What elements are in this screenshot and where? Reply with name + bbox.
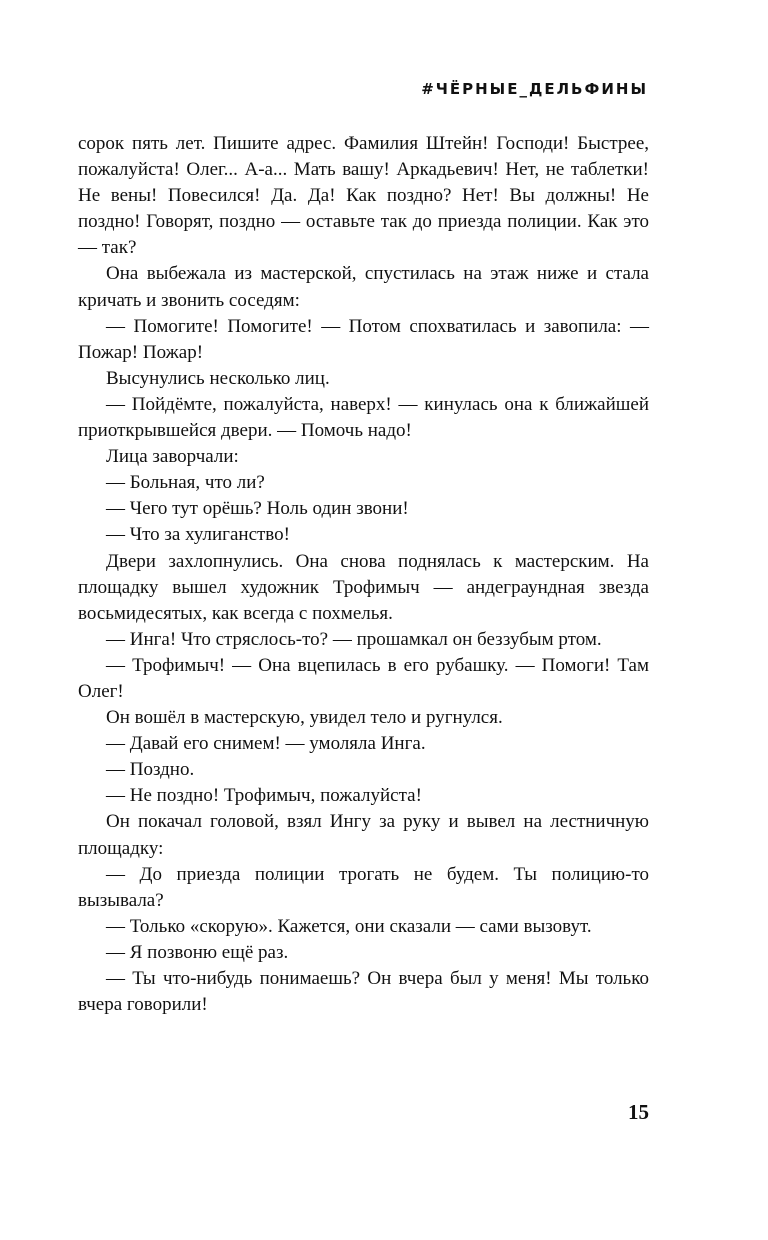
paragraph: — Не поздно! Трофимыч, пожалуйста!: [106, 785, 422, 807]
paragraph: — Помогите! Помогите! — Потом спохватилась и завопила: — Пожар! Пожар!: [78, 315, 649, 363]
paragraph: — Пойдёмте, пожалуйста, наверх! — кинулась она к ближайшей приоткрывшейся двери. — Помочь надо!: [78, 393, 649, 442]
paragraph: — Поздно.: [106, 759, 195, 781]
paragraph: Он вошёл в мастерскую, увидел тело и ругнулся.: [106, 707, 503, 729]
paragraph: Двери захлопнулись. Она снова поднялась к мастерским. На площадку вышел художник Трофимыч — андеграундная звезда восьмидесятых, как всегда с похмелья.: [78, 550, 649, 624]
running-header-title: #ЧЁРНЫЕ_ДЕЛЬФИНЫ: [421, 80, 648, 98]
paragraph: — Я позвоню ещё раз.: [106, 941, 289, 963]
paragraph: — До приезда полиции трогать не будем. Ты полицию-то вызывала?: [78, 863, 649, 911]
paragraph: — Только «скорую». Кажется, они сказали — сами вызовут.: [106, 915, 592, 937]
paragraph: сорок пять лет. Пишите адрес. Фамилия Штейн! Господи! Быстрее, пожалуйста! Олег... А-а... Мать вашу! Аркадьевич! Нет, не таблетки! Не вены! Повесился! Да. Да! Как поздно? Нет! Вы должны! Не поздно! Говорят, поздно — оставьте так до приезда полиции. Как это — так?: [78, 133, 649, 259]
paragraph: — Ты что-нибудь понимаешь? Он вчера был у меня! Мы только вчера говорили!: [78, 968, 649, 1016]
paragraph: — Трофимыч! — Она вцепилась в его рубашку. — Помоги! Там Олег!: [78, 654, 649, 702]
paragraph: — Чего тут орёшь? Ноль один звони!: [106, 498, 409, 520]
body-text: [78, 131, 649, 1018]
paragraph: Она выбежала из мастерской, спустилась на этаж ниже и стала кричать и звонить соседям:: [78, 263, 649, 311]
page-number: 15: [628, 1100, 649, 1124]
paragraph: — Давай его снимем! — умоляла Инга.: [106, 733, 426, 755]
paragraph: — Инга! Что стряслось-то? — прошамкал он беззубым ртом.: [106, 628, 602, 650]
paragraph: — Больная, что ли?: [106, 472, 265, 494]
paragraph: Он покачал головой, взял Ингу за руку и вывел на лестничную площадку:: [78, 811, 649, 859]
paragraph: — Что за хулиганство!: [106, 524, 290, 546]
paragraph: Лица заворчали:: [106, 446, 239, 468]
paragraph: Высунулись несколько лиц.: [106, 367, 330, 389]
